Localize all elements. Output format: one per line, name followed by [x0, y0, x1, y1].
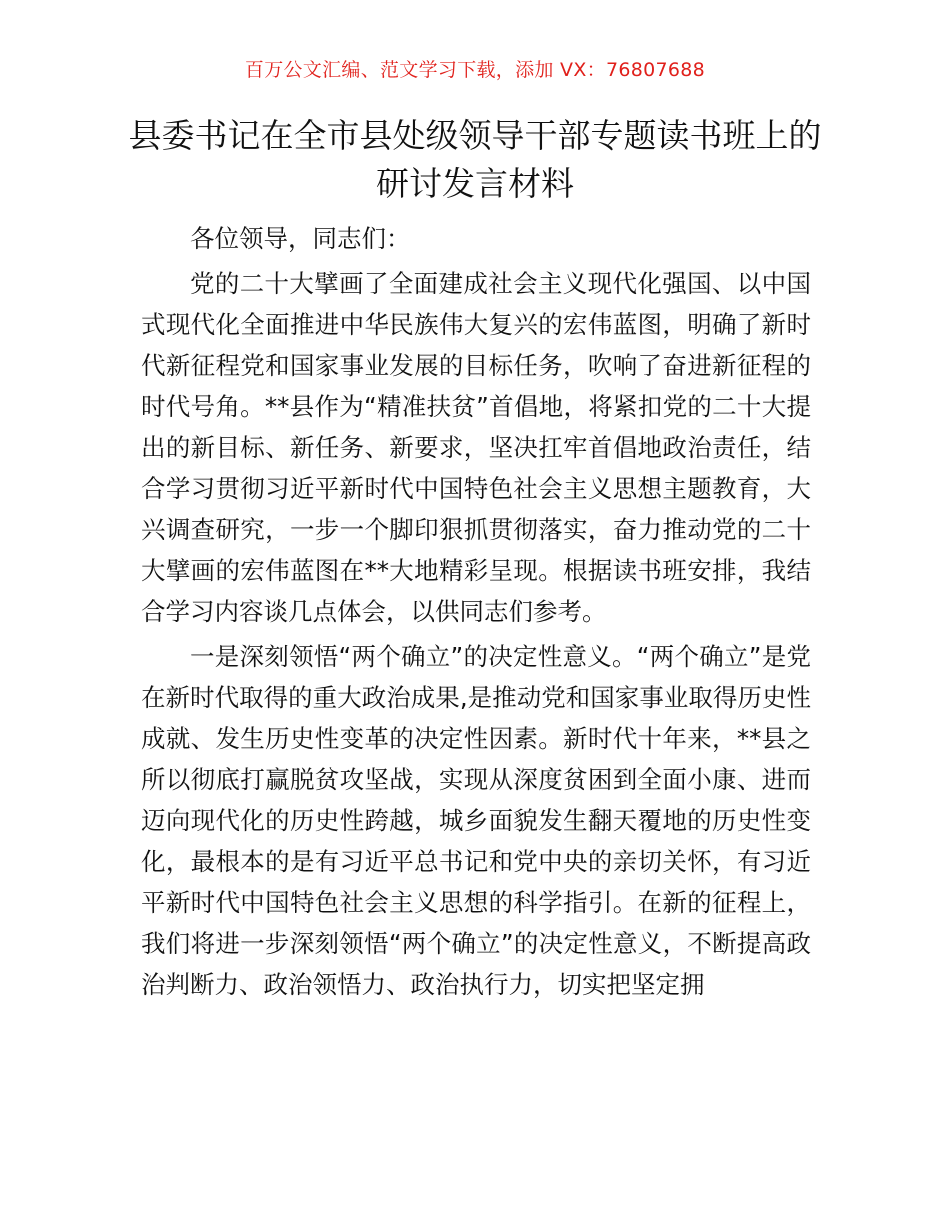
document-title: 县委书记在全市县处级领导干部专题读书班上的研讨发言材料 — [128, 116, 822, 203]
greeting-paragraph: 各位领导，同志们： — [190, 224, 411, 253]
intro-paragraph: 党的二十大擘画了全面建成社会主义现代化强国、以中国式现代化全面推进中华民族伟大复兴的宏伟蓝图，明确了新时代新征程党和国家事业发展的目标任务，吹响了奋进新征程的时代号角。**县作为“精准扶贫”首倡地，将紧扣党的二十大提出的新目标、新任务、新要求，坚决扛牢首倡地政治责任，结合学习贯彻习近平新时代中国特色社会主义思想主题教育，大兴调查研究，一步一个脚印狠抓贯彻落实，奋力推动党的二十大擘画的宏伟蓝图在**大地精彩呈现。根据读书班安排，我结合学习内容谈几点体会，以供同志们参考。 — [141, 269, 811, 626]
point-one-paragraph: 一是深刻领悟“两个确立”的决定性意义。“两个确立”是党在新时代取得的重大政治成果,是推动党和国家事业取得历史性成就、发生历史性变革的决定性因素。新时代十年来，**县之所以彻底打赢脱贫攻坚战，实现从深度贫困到全面小康、进而迈向现代化的历史性跨越，城乡面貌发生翻天覆地的历史性变化，最根本的是有习近平总书记和党中央的亲切关怀，有习近平新时代中国特色社会主义思想的科学指引。在新的征程上，我们将进一步深刻领悟“两个确立”的决定性意义，不断提高政治判断力、政治领悟力、政治执行力，切实把坚定拥 — [141, 642, 811, 999]
document-body — [141, 218, 811, 1005]
header-download-note: 百万公文汇编、范文学习下载，添加 VX：76807688 — [244, 59, 706, 81]
